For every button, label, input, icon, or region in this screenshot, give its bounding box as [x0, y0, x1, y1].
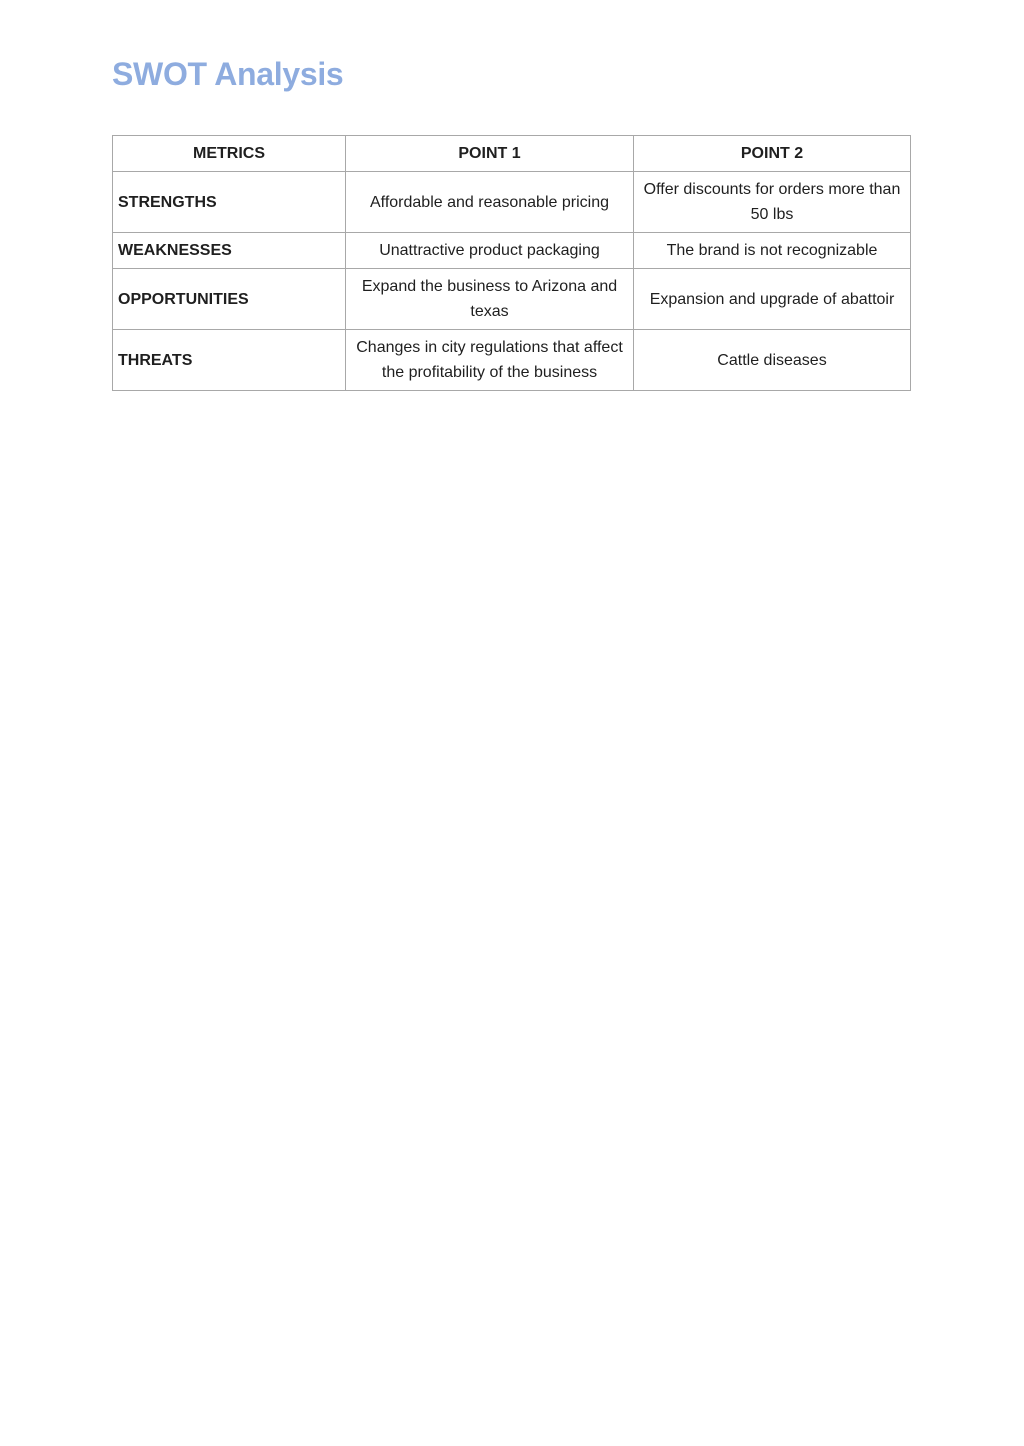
- point-2-cell: The brand is not recognizable: [634, 233, 911, 269]
- point-1-cell: Unattractive product packaging: [346, 233, 634, 269]
- header-metrics: METRICS: [113, 136, 346, 172]
- page-title: SWOT Analysis: [112, 56, 344, 92]
- table-row-strengths: [113, 172, 911, 233]
- point-1-cell: Expand the business to Arizona and texas: [346, 269, 634, 330]
- metric-cell: STRENGTHS: [113, 172, 346, 233]
- header-point-1: POINT 1: [346, 136, 634, 172]
- metric-cell: OPPORTUNITIES: [113, 269, 346, 330]
- table-row-threats: [113, 330, 911, 391]
- swot-table: [112, 135, 911, 391]
- metric-cell: THREATS: [113, 330, 346, 391]
- header-point-2: POINT 2: [634, 136, 911, 172]
- table-header-row: [113, 136, 911, 172]
- table-row-weaknesses: [113, 233, 911, 269]
- point-2-cell: Cattle diseases: [634, 330, 911, 391]
- point-2-cell: Expansion and upgrade of abattoir: [634, 269, 911, 330]
- metric-cell: WEAKNESSES: [113, 233, 346, 269]
- point-1-cell: Changes in city regulations that affect the profitability of the business: [346, 330, 634, 391]
- point-2-cell: Offer discounts for orders more than 50 lbs: [634, 172, 911, 233]
- table-row-opportunities: [113, 269, 911, 330]
- point-1-cell: Affordable and reasonable pricing: [346, 172, 634, 233]
